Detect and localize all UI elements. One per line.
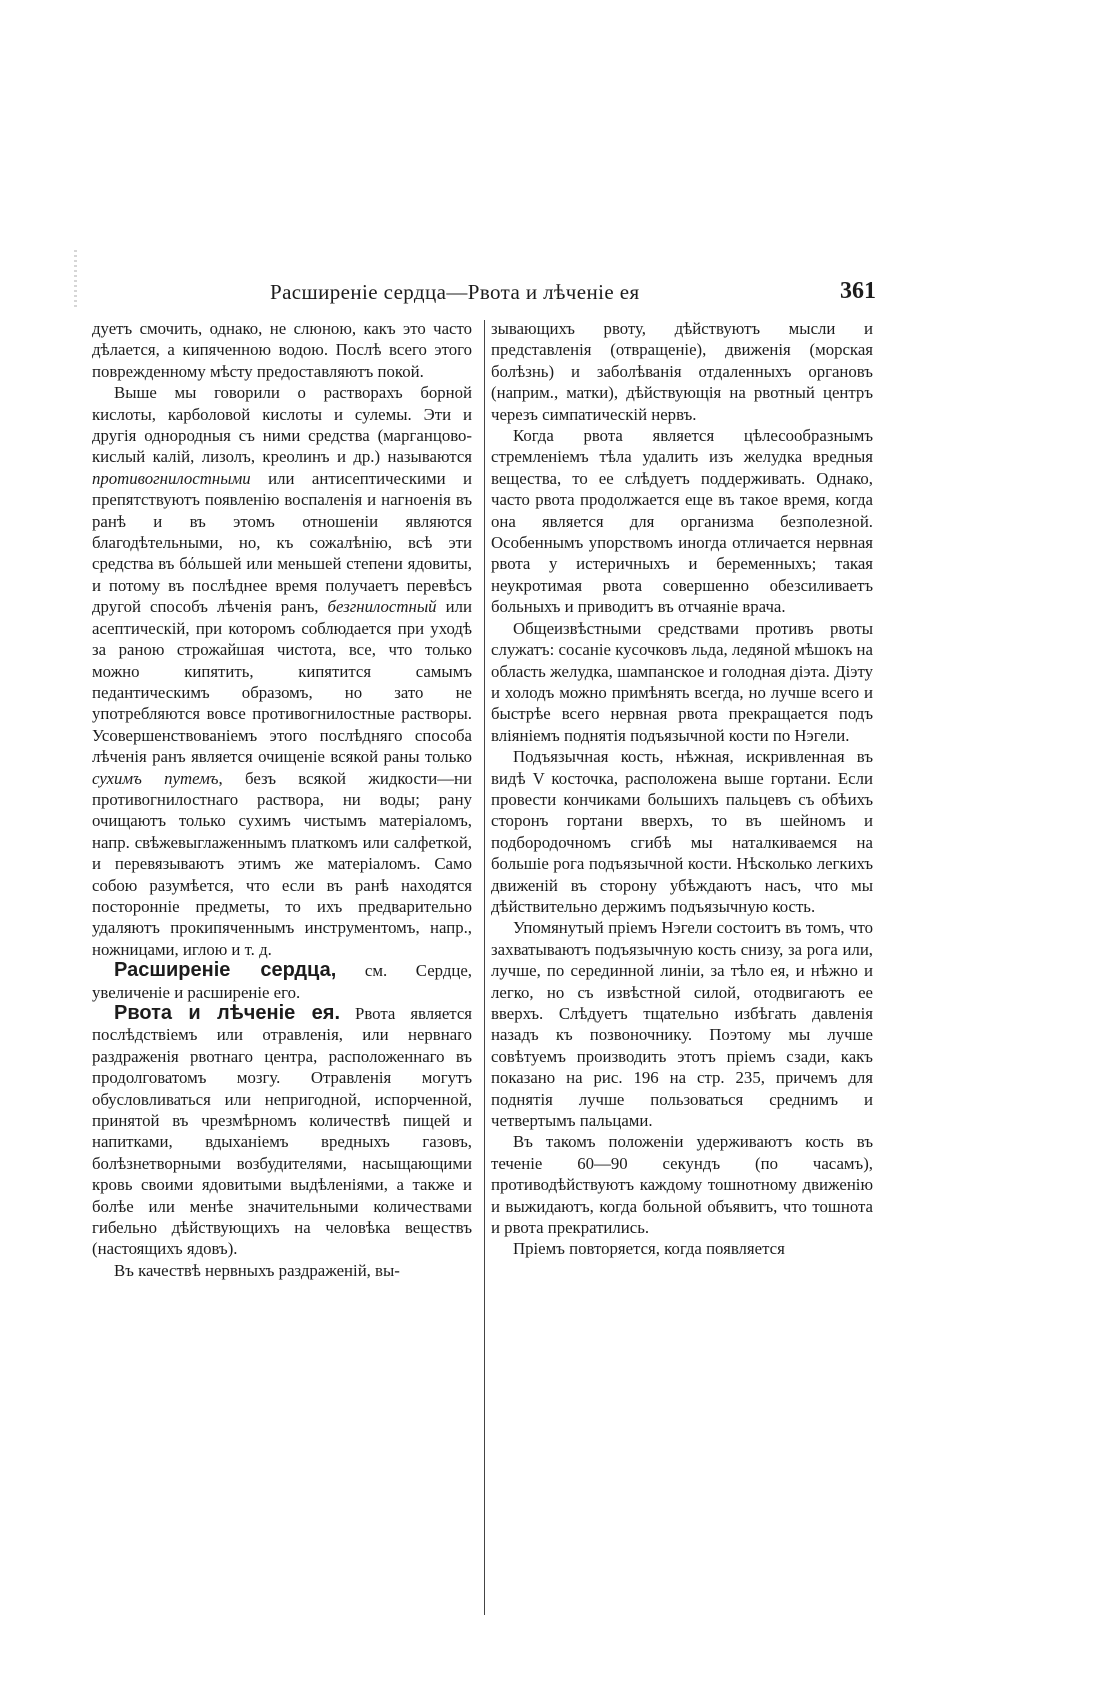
scan-edge-artifact xyxy=(74,250,77,310)
paragraph: Въ такомъ положеніи удерживаютъ кость въ теченіе 60—90 секундъ (по часамъ), противодѣйствуютъ каждому тошнотному движенію и выжидаютъ, когда больной объявитъ, что тошнота и рвота прекратились. xyxy=(491,1132,873,1238)
right-column xyxy=(491,318,873,1618)
emphasis: сухимъ путемъ xyxy=(92,768,219,788)
emphasis: противогнилостными xyxy=(92,468,251,488)
paragraph: Выше мы говорили о растворахъ борной кислоты, карболовой кислоты и сулемы. Эти и другія однородныя съ ними средства (марганцово-кислый калій, лизолъ, креолинъ и др.) называются противогнилостными или антисептическими и препятствуютъ появленію воспаленія и нагноенія въ ранѣ и въ этомъ отношеніи являются благодѣтельными, но, къ сожалѣнію, всѣ эти средства въ бόльшей или меньшей степени ядовиты, и потому въ послѣднее время получаетъ перевѣсъ другой способъ лѣченія ранъ, безгнилостный или асептическій, при которомъ соблюдается при уходѣ за раною строжайшая чистота, все, что только можно кипятить, кипятится самымъ педантическимъ образомъ, но зато не употребляются вовсе противогнилостные растворы. Усовершенствованіемъ этого послѣдняго способа лѣченія ранъ является очищеніе всякой раны только сухимъ путемъ, безъ всякой жидкости—ни противогнилостнаго раствора, ни воды; рану очищаютъ только сухимъ чистымъ матеріаломъ, напр. свѣжевыглаженнымъ платкомъ или салфеткой, и перевязываютъ этимъ же матеріаломъ. Само собою разумѣется, что если въ ранѣ находятся посторонніе предметы, то ихъ предварительно удаляютъ прокипяченнымъ инструментомъ, напр., ножницами, иглою и т. д. xyxy=(92,383,472,959)
paragraph: Пріемъ повторяется, когда появляется xyxy=(513,1239,785,1259)
left-column xyxy=(92,318,472,1618)
entry-headword: Расширеніе сердца, xyxy=(114,959,337,982)
paragraph: Общеизвѣстными средствами противъ рвоты служатъ: сосаніе кусочковъ льда, ледяной мѣшокъ на область желудка, шампанское и голодная діэта. Діэту и холодъ можно примѣнять всегда, но лучше всего и быстрѣе всего нервная рвота прекращается подъ вліяніемъ поднятія подъязычной кости по Нэгели. xyxy=(491,618,873,745)
paragraph: зывающихъ рвоту, дѣйствуютъ мысли и представленія (отвращеніе), движенія (морская болѣзнь) и заболѣванія отдаленныхъ органовъ (наприм., матки), дѣйствующія на рвотный центръ черезъ симпатическій нервъ. xyxy=(491,319,873,424)
dictionary-entry: Рвота и лѣченіе ея. Рвота является послѣдствіемъ или отравленія, или нервнаго раздраженія рвотнаго центра, расположеннаго въ продолговатомъ мозгу. Отравленія могутъ обусловливаться или непригодной, испорченной, принятой въ чрезмѣрномъ количествѣ пищей и напитками, вдыханіемъ вредныхъ газовъ, болѣзнетворными возбудителями, насыщающими кровь своими ядовитыми выдѣленіями, а также и болѣе или менѣе значительными количествами гибельно дѣйствующихъ на человѣка веществъ (настоящихъ ядовъ). xyxy=(92,1002,472,1259)
paragraph: дуетъ смочить, однако, не слюною, какъ это часто дѣлается, а кипяченною водою. Послѣ всего этого поврежденному мѣсту предоставляютъ покой. xyxy=(92,319,472,381)
emphasis: безгнилостный xyxy=(327,597,437,617)
dictionary-entry: Расширеніе сердца, см. Сердце, увеличеніе и расширеніе его. xyxy=(92,959,472,1002)
entry-headword: Рвота и лѣченіе ея. xyxy=(114,1002,341,1024)
page-number: 361 xyxy=(840,278,876,304)
paragraph: Въ качествѣ нервныхъ раздраженій, вы- xyxy=(114,1260,400,1280)
paragraph: Когда рвота является цѣлесообразнымъ стремленіемъ тѣла удалить изъ желудка вредныя вещества, то ее слѣдуетъ поддерживать. Однако, часто рвота продолжается еще въ такое время, когда она является для организма безполезной. Особеннымъ упорствомъ иногда отличается нервная рвота у истеричныхъ и беременныхъ; такая неукротимая рвота совершенно обезсиливаетъ больныхъ и приводитъ въ отчаяніе врача. xyxy=(491,426,873,617)
paragraph: Упомянутый пріемъ Нэгели состоитъ въ томъ, что захватываютъ подъязычную кость снизу, за рога или, лучше, по серединной линіи, за тѣло ея, и нѣжно и легко, но съ извѣстной силой, отодвигаютъ ее вверхъ. Слѣдуетъ тщательно избѣгать давленія назадъ къ позвоночнику. Поэтому мы лучше совѣтуемъ производить этотъ пріемъ сзади, какъ показано на рис. 196 на стр. 235, причемъ для поднятія лучше пользоваться среднимъ и четвертымъ пальцами. xyxy=(491,918,873,1131)
paragraph: Подъязычная кость, нѣжная, искривленная въ видѣ V косточка, расположена выше гортани. Если провести кончиками большихъ пальцевъ съ обѣихъ сторонъ гортани вверхъ, то въ шейномъ и подбородочномъ сгибѣ мы наталкиваемся на большіе рога подъязычной кости. Нѣсколько легкихъ движеній въ сторону убѣждаютъ насъ, что мы дѣйствительно держимъ подъязычную кость. xyxy=(491,747,873,916)
column-divider xyxy=(484,320,485,1615)
running-header: Расширеніе сердца—Рвота и лѣченіе ея xyxy=(270,280,640,304)
